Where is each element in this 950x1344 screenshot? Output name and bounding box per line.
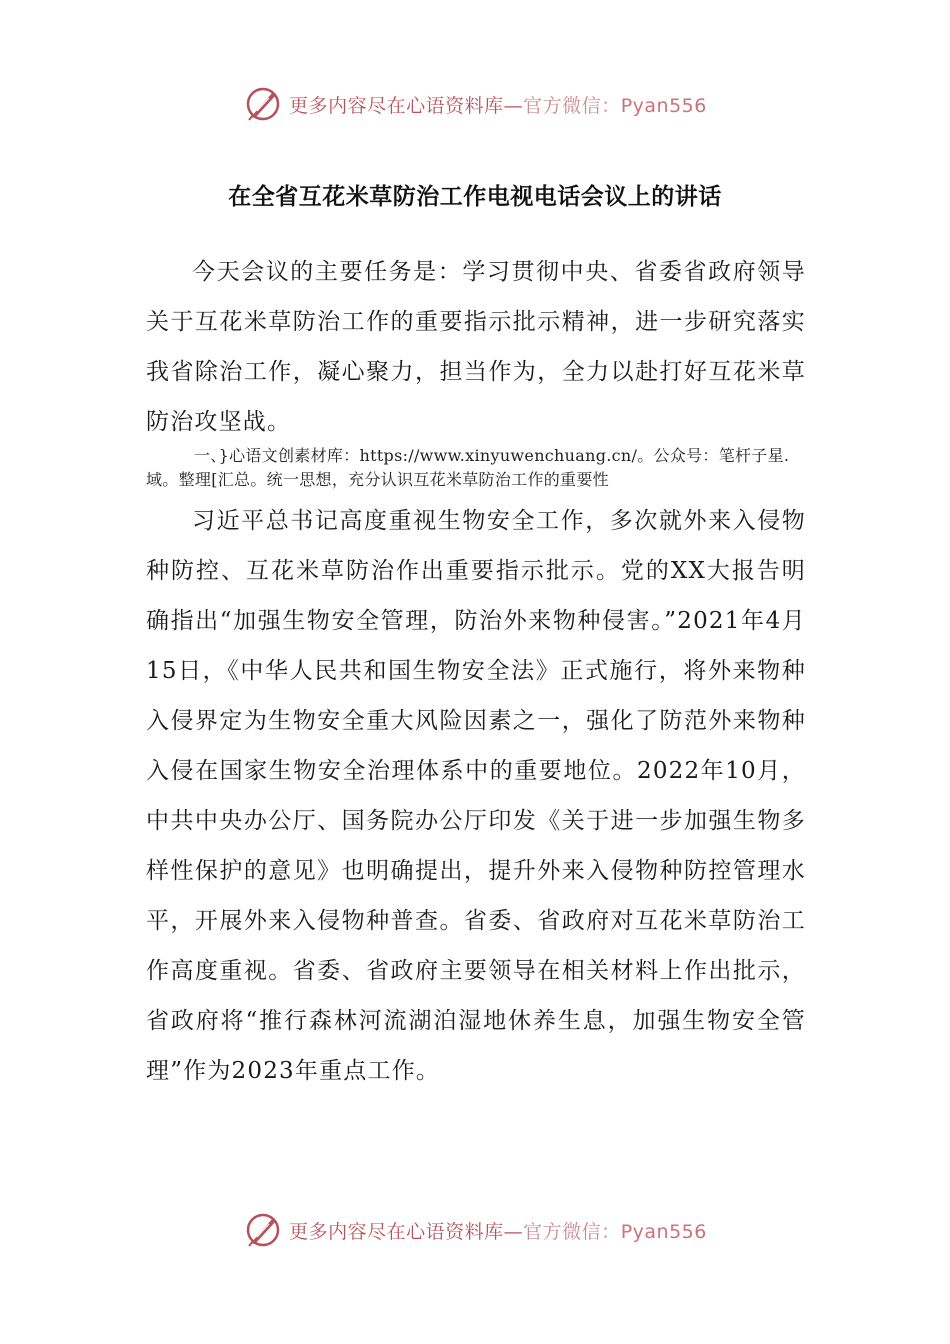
quill-pen-circle-icon: [243, 84, 283, 124]
banner-main-text: 更多内容尽在心语资料库: [289, 1220, 504, 1243]
banner-separator: —: [503, 94, 524, 117]
section-heading-1: 一、}心语文创素材库：https://www.xinyuwenchuang.cn/。公众号：笔杆子星.域。整理[汇总。统一思想，充分认识互花米草防治工作的重要性: [146, 446, 790, 489]
banner-wechat-label: 官方微信：: [523, 94, 621, 117]
footer-watermark-banner: [0, 1208, 950, 1252]
banner-wechat-label: 官方微信：: [523, 1220, 621, 1243]
body-paragraph-1: 今天会议的主要任务是：学习贯彻中央、省委省政府领导关于互花米草防治工作的重要指示批示精神，进一步研究落实我省除治工作，凝心聚力，担当作为，全力以赴打好互花米草防治攻坚战。: [146, 259, 806, 435]
body-paragraph-2: 习近平总书记高度重视生物安全工作，多次就外来入侵物种防控、互花米草防治作出重要指示批示。党的XX大报告明确指出“加强生物安全管理，防治外来物种侵害。”2021年4月15日，《中华人民共和国生物安全法》正式施行，将外来物种入侵界定为生物安全重大风险因素之一，强化了防范外来物种入侵在国家生物安全治理体系中的重要地位。2022年10月，中共中央办公厅、国务院办公厅印发《关于进一步加强生物多样性保护的意见》也明确提出，提升外来入侵物种防控管理水平，开展外来入侵物种普查。省委、省政府对互花米草防治工作高度重视。省委、省政府主要领导在相关材料上作出批示，省政府将“推行森林河流湖泊湿地休养生息，加强生物安全管理”作为2023年重点工作。: [146, 508, 806, 1084]
header-watermark-banner: [0, 82, 950, 126]
quill-pen-circle-icon: [243, 1210, 283, 1250]
banner-wechat-handle: Pyan556: [620, 94, 707, 117]
banner-text: [289, 1217, 707, 1244]
document-title: 在全省互花米草防治工作电视电话会议上的讲话: [228, 184, 722, 210]
banner-separator: —: [503, 1220, 524, 1243]
banner-main-text: 更多内容尽在心语资料库: [289, 94, 504, 117]
banner-wechat-handle: Pyan556: [620, 1220, 707, 1243]
banner-text: [289, 91, 707, 118]
